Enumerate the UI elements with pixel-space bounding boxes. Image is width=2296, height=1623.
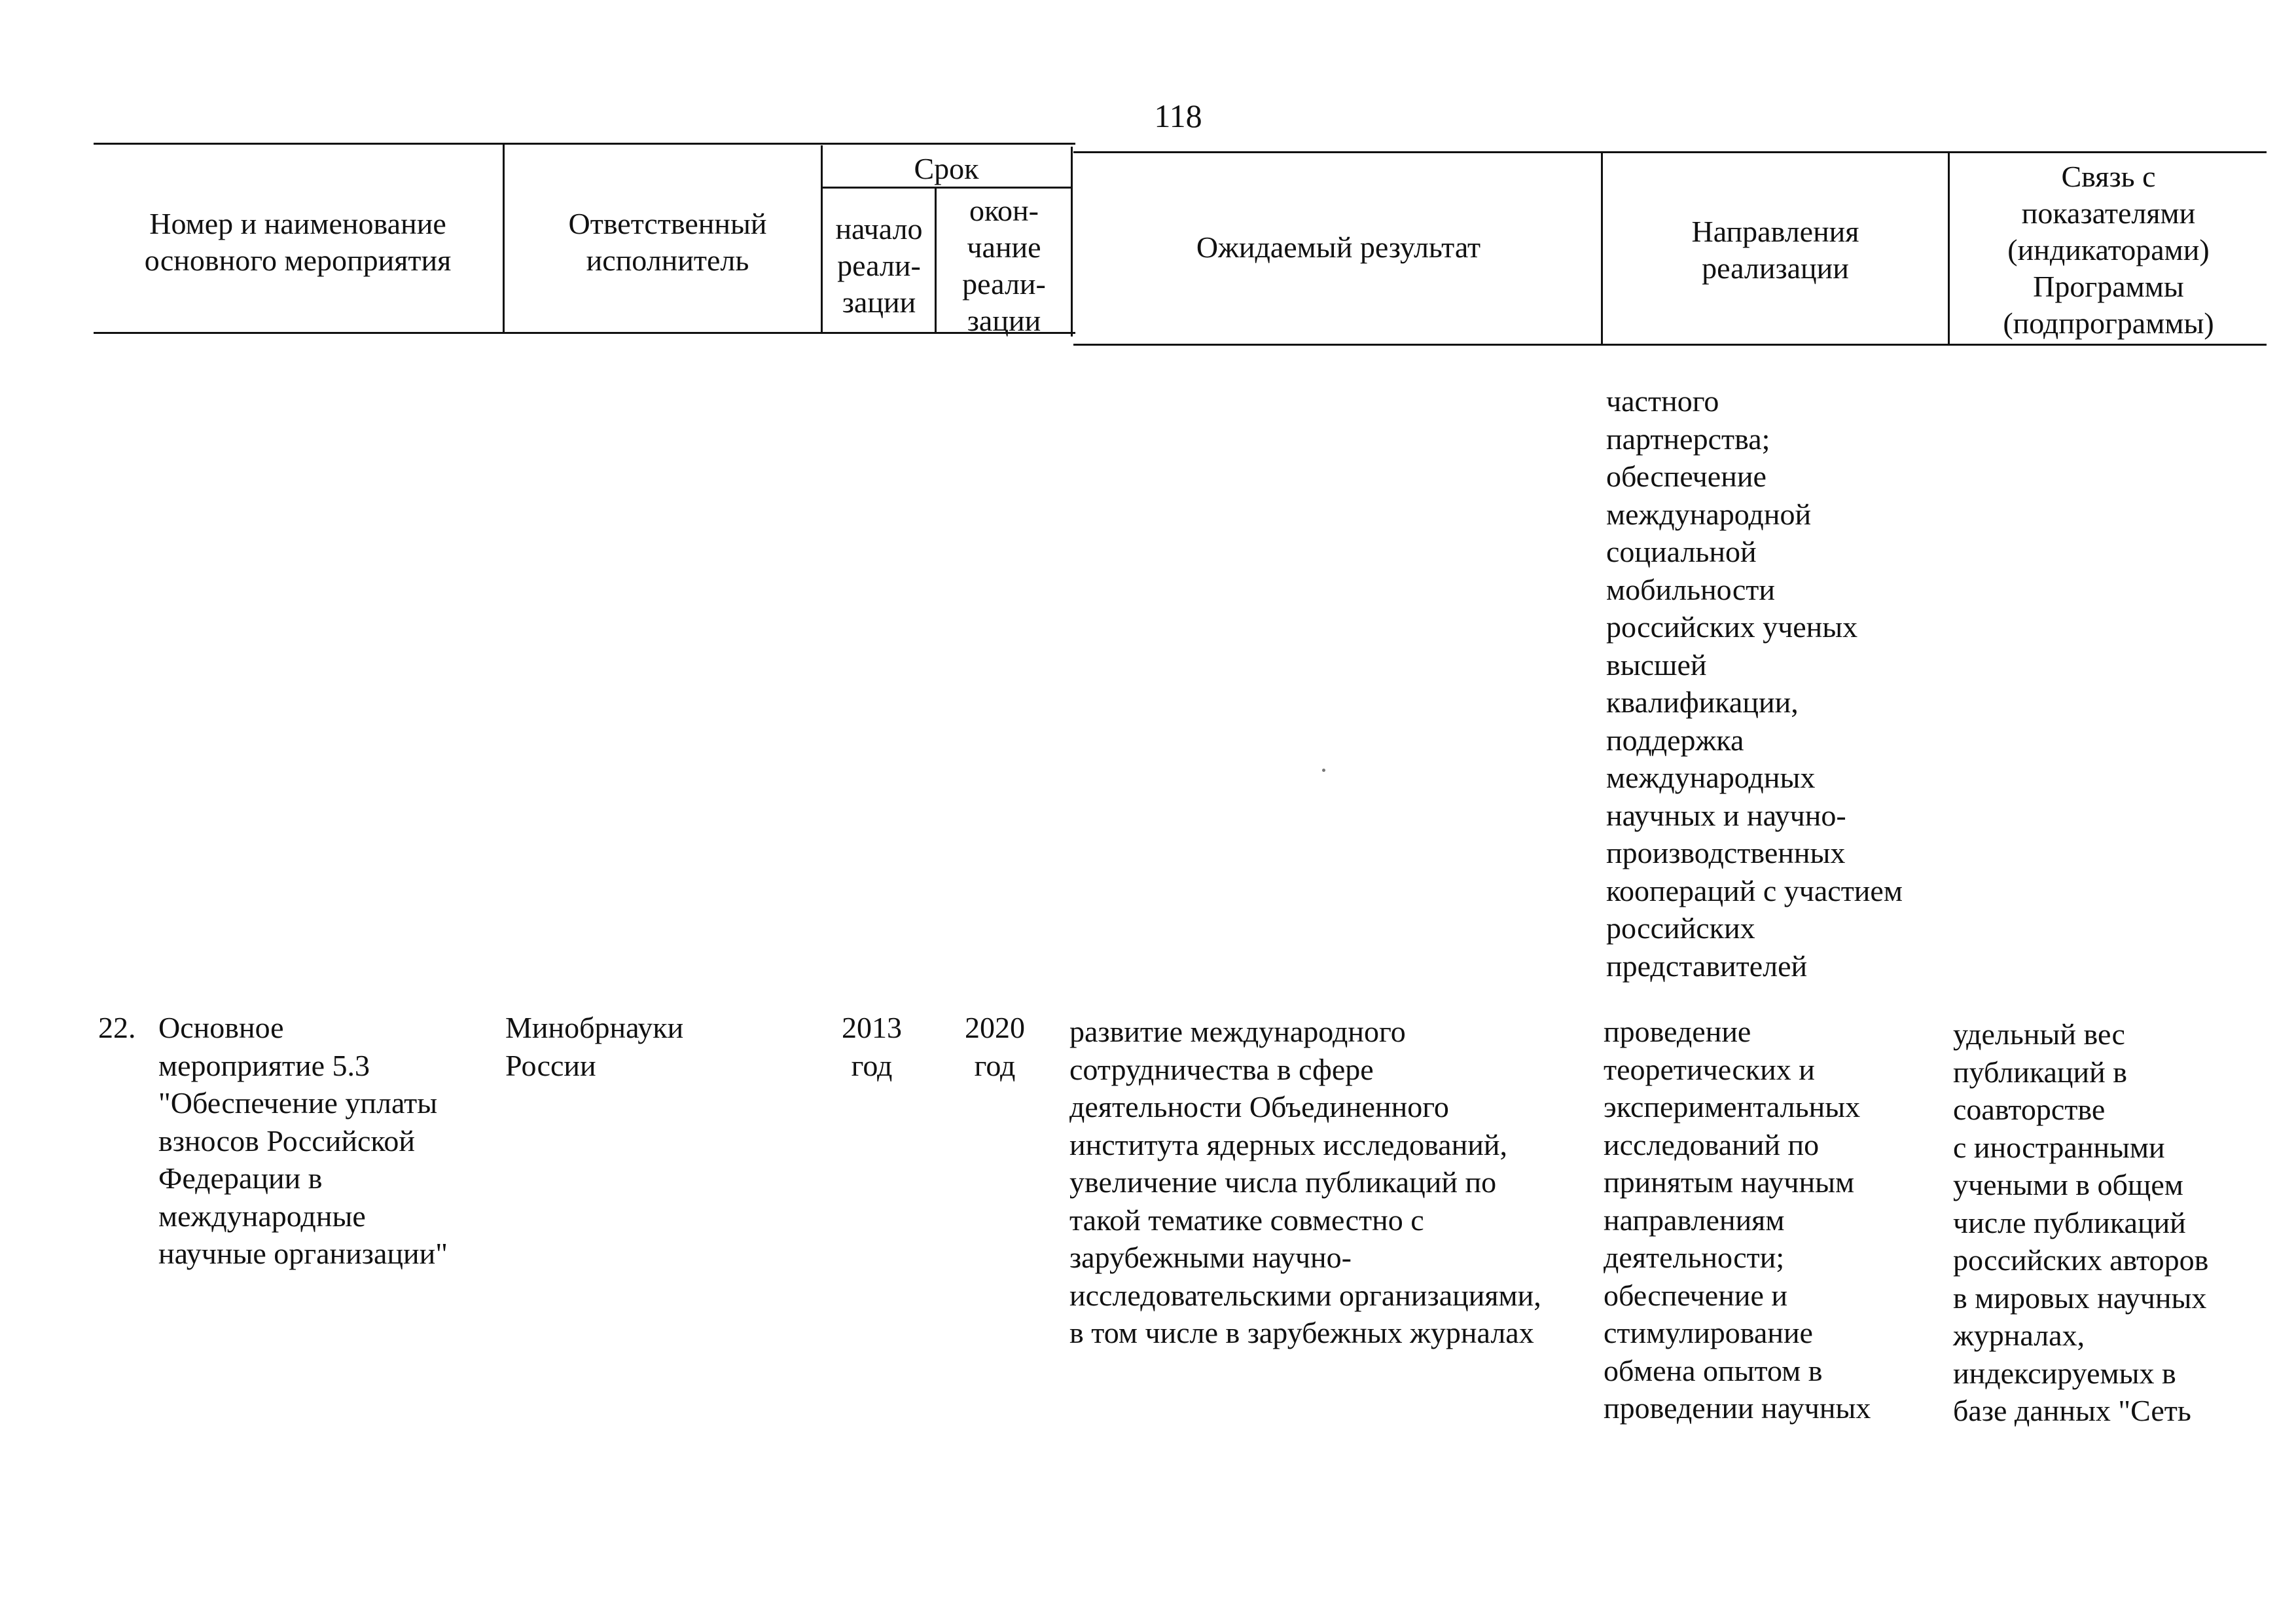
header-divider-6 xyxy=(1948,152,1950,344)
page-number: 118 xyxy=(1154,98,1202,134)
header-number-name: Номер и наименование основного мероприятия xyxy=(144,207,452,277)
header-end: окон- чание реали- зации xyxy=(962,194,1046,337)
row-end: 2020 год xyxy=(965,1011,1025,1082)
row-number: 22. xyxy=(98,1011,136,1044)
header-result: Ожидаемый результат xyxy=(1196,230,1481,264)
row-directions: проведение теоретических и экспериментальных исследований по принятым научным направлениям деятельности; обеспечение и стимулирование обмена опытом в проведении научных xyxy=(1604,1015,1871,1425)
header-divider-4 xyxy=(1071,147,1073,337)
header-directions: Направления реализации xyxy=(1691,215,1859,285)
row-name: Основное мероприятие 5.3 "Обеспечение уплаты взносов Российской Федерации в международные научные организации" xyxy=(158,1011,448,1270)
header-executor: Ответственный исполнитель xyxy=(568,207,767,277)
header-start: начало реали- зации xyxy=(835,212,923,319)
scan-speck xyxy=(1322,769,1325,772)
header-divider-5 xyxy=(1601,152,1603,344)
header-bottom-rule-right xyxy=(1073,344,2267,346)
row-link: удельный вес публикаций в соавторстве с иностранными учеными в общем числе публикаций российских авторов в мировых научных журналах, индексируемых в базе данных "Сеть xyxy=(1953,1017,2209,1427)
header-bottom-rule xyxy=(94,332,1075,334)
row-executor: Минобрнауки России xyxy=(505,1011,684,1082)
continued-directions: частного партнерства; обеспечение международной социальной мобильности российских ученых высшей квалификации, поддержка международных научных и научно- производственных коопераций с участием российских представителей xyxy=(1606,384,1903,983)
header-top-rule xyxy=(94,143,1075,145)
header-divider-1 xyxy=(503,144,505,334)
header-divider-3 xyxy=(935,187,937,334)
row-start: 2013 год xyxy=(842,1011,902,1082)
header-top-rule-right xyxy=(1073,151,2267,153)
header-term: Срок xyxy=(914,152,979,185)
header-link: Связь с показателями (индикаторами) Программы (подпрограммы) xyxy=(2003,160,2214,340)
row-result: развитие международного сотрудничества в сфере деятельности Объединенного института ядерных исследований, увеличение числа публикаций по такой тематике совместно с зарубежными научно- исследовательскими организациями, в том числе в зарубежных журналах xyxy=(1069,1015,1541,1349)
